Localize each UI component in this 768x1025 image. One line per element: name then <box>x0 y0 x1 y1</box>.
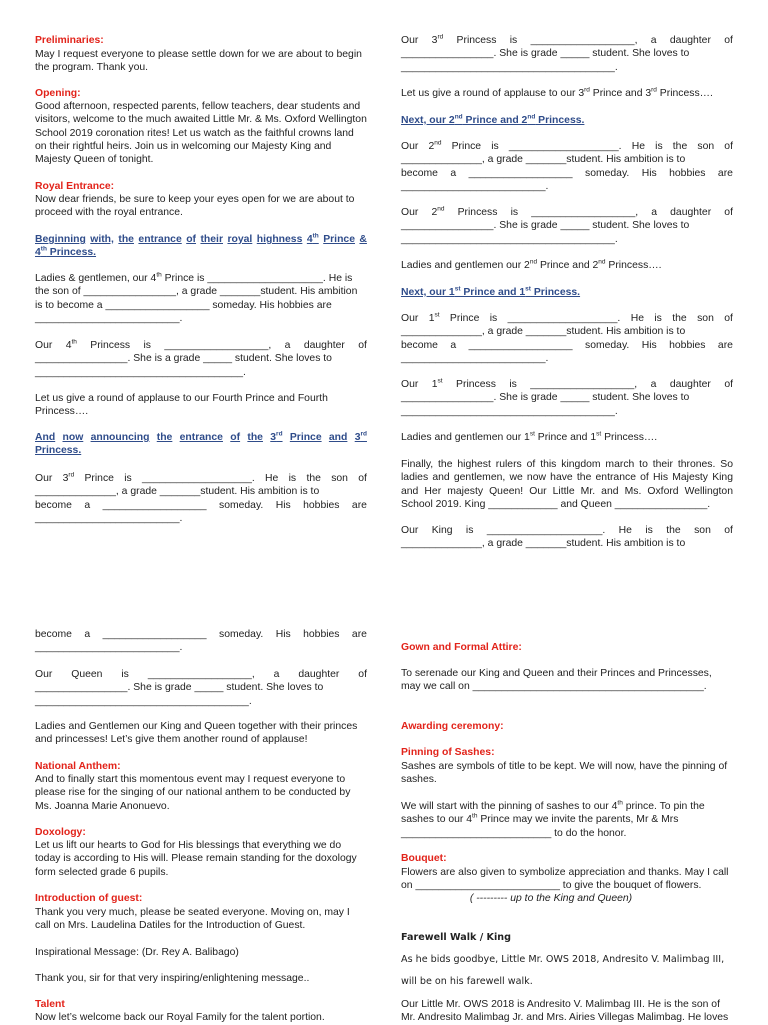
farewell-text-2: will be on his farewell walk. <box>401 976 533 987</box>
bouquet-text: Flowers are also given to symbolize appreciation and thanks. May I call on _________________________ to give the bouquet of flowers. <box>401 867 729 892</box>
preliminaries-heading: Preliminaries: <box>35 35 104 46</box>
fourth-princess-text: Our 4th Princess is __________________, a daughter of ________________. She is a grade _____ student. She loves to ____________________________________. <box>35 338 367 378</box>
third-princess-text: Our 3rd Princess is __________________, a daughter of ________________. She is grade _____ student. She loves to _____________________________________. <box>401 33 733 73</box>
finally-text: Finally, the highest rulers of this kingdom march to their thrones. So ladies and gentlemen, we now have the entrance of His Majesty King and Her majesty Queen! Our Little Mr. and Ms. Oxford Wellington School 2019. King ____________ and Queen ________________. <box>401 459 733 510</box>
king-text-part1: Our King is ____________________. He is the son of ______________, a grade _______student. His ambition is to <box>401 525 733 550</box>
gown-text: To serenade our King and Queen and their Princes and Princesses, may we call on ________________________________________. <box>401 668 712 693</box>
first-applause-text: Ladies and gentlemen our 1st Prince and 1st Princess…. <box>401 430 658 443</box>
national-anthem-heading: National Anthem: <box>35 761 121 772</box>
preliminaries-text: May I request everyone to please settle down for we are about to begin the program. Thank you. <box>35 49 362 74</box>
first-prince-princess-heading: Next, our 1st Prince and 1st Princess. <box>401 285 581 298</box>
talent-heading: Talent <box>35 999 65 1010</box>
bouquet-heading: Bouquet: <box>401 853 447 864</box>
opening-heading: Opening: <box>35 88 81 99</box>
inspirational-message-text: Inspirational Message: (Dr. Rey A. Balibago) <box>35 947 239 958</box>
fourth-prince-text: Ladies & gentlemen, our 4th Prince is ____________________. He is the son of ________________, a grade _______student. His ambition is to become a __________________ someday. His hobbies are _________________________. <box>35 271 358 324</box>
first-prince-text: Our 1st Prince is ___________________. He is the son of ______________, a grade _______student. His ambition is to become a __________________ someday. His hobbies are _________________________. <box>401 311 733 364</box>
pinning-text-2: We will start with the pinning of sashes to our 4th prince. To pin the sashes to our 4th Prince may we invite the parents, Mr & Mrs __________________________ to do the honor. <box>401 799 705 839</box>
king-queen-applause-text: Ladies and Gentlemen our King and Queen together with their princes and princesses! Let’s give them another round of applause! <box>35 721 358 746</box>
farewell-text-3: Our Little Mr. OWS 2018 is Andresito V. Malimbag III. He is the son of Mr. Andresito Malimbag Jr. and Mrs. Airies Villegas Malimbag. He loves <box>401 999 729 1024</box>
bouquet-note: ( --------- up to the King and Queen) <box>469 893 633 904</box>
national-anthem-text: And to finally start this momentous event may I request everyone to please rise for the singing of our national anthem to be conducted by Ms. Joanna Marie Anonuevo. <box>35 774 351 812</box>
introduction-text: Thank you very much, please be seated everyone. Moving on, may I call on Mrs. Laudelina Datiles for the Introduction of Guest. <box>35 907 350 932</box>
first-princess-text: Our 1st Princess is __________________, a daughter of ________________. She is grade _____ student. She loves to _____________________________________. <box>401 377 733 417</box>
king-text-part2: become a __________________ someday. His hobbies are _________________________. <box>35 629 367 654</box>
talent-text: Now let’s welcome back our Royal Family for the talent portion. <box>35 1012 325 1023</box>
third-prince-text: Our 3rd Prince is ___________________. He is the son of ______________, a grade _______student. His ambition is to become a __________________ someday. His hobbies are _________________________. <box>35 471 367 524</box>
royal-entrance-heading: Royal Entrance: <box>35 181 115 192</box>
fourth-prince-princess-heading: Beginning with, the entrance of their royal highness 4th Prince & 4th Princess. <box>35 232 367 259</box>
queen-text: Our Queen is __________________, a daughter of ________________. She is grade _____ student. She loves to _____________________________________. <box>35 669 367 707</box>
doxology-text: Let us lift our hearts to God for His blessings that everything we do today is according to His will. Please remain standing for the doxology form selected grade 6 pupils. <box>35 840 357 878</box>
royal-entrance-text: Now dear friends, be sure to keep your eyes open for we are about to proceed with the royal entrance. <box>35 194 355 219</box>
awarding-heading: Awarding ceremony: <box>401 721 504 732</box>
second-prince-princess-heading: Next, our 2nd Prince and 2nd Princess. <box>401 113 585 126</box>
farewell-text-1: As he bids goodbye, Little Mr. OWS 2018, Andresito V. Malimbag III, <box>401 954 725 965</box>
pinning-text: Sashes are symbols of title to be kept. We will now, have the pinning of sashes. <box>401 761 728 786</box>
introduction-heading: Introduction of guest: <box>35 893 143 904</box>
third-applause-text: Let us give a round of applause to our 3rd Prince and 3rd Princess…. <box>401 86 713 99</box>
second-applause-text: Ladies and gentlemen our 2nd Prince and 2nd Princess…. <box>401 258 662 271</box>
second-prince-text: Our 2nd Prince is ___________________. He is the son of ______________, a grade _______student. His ambition is to become a __________________ someday. His hobbies are _________________________. <box>401 139 733 192</box>
doxology-heading: Doxology: <box>35 827 86 838</box>
opening-text: Good afternoon, respected parents, fellow teachers, dear students and visitors, welcome to the much awaited Little Mr. & Ms. Oxford Wellington School 2019 coronation rites! Let us watch as the faithful crowns land on their rightful heirs. Join us in welcoming our Majesty King and Majesty Queen of tonight. <box>35 101 367 166</box>
gown-heading: Gown and Formal Attire: <box>401 642 522 653</box>
second-princess-text: Our 2nd Princess is __________________, a daughter of ________________. She is grade _____ student. She loves to _____________________________________. <box>401 205 733 245</box>
farewell-heading: Farewell Walk / King <box>401 932 511 943</box>
pinning-heading: Pinning of Sashes: <box>401 747 495 758</box>
fourth-applause-text: Let us give a round of applause to our Fourth Prince and Fourth Princess…. <box>35 393 328 418</box>
third-prince-princess-heading: And now announcing the entrance of the 3rd Prince and 3rd Princess. <box>35 430 367 457</box>
thank-you-sir-text: Thank you, sir for that very inspiring/enlightening message.. <box>35 973 310 984</box>
